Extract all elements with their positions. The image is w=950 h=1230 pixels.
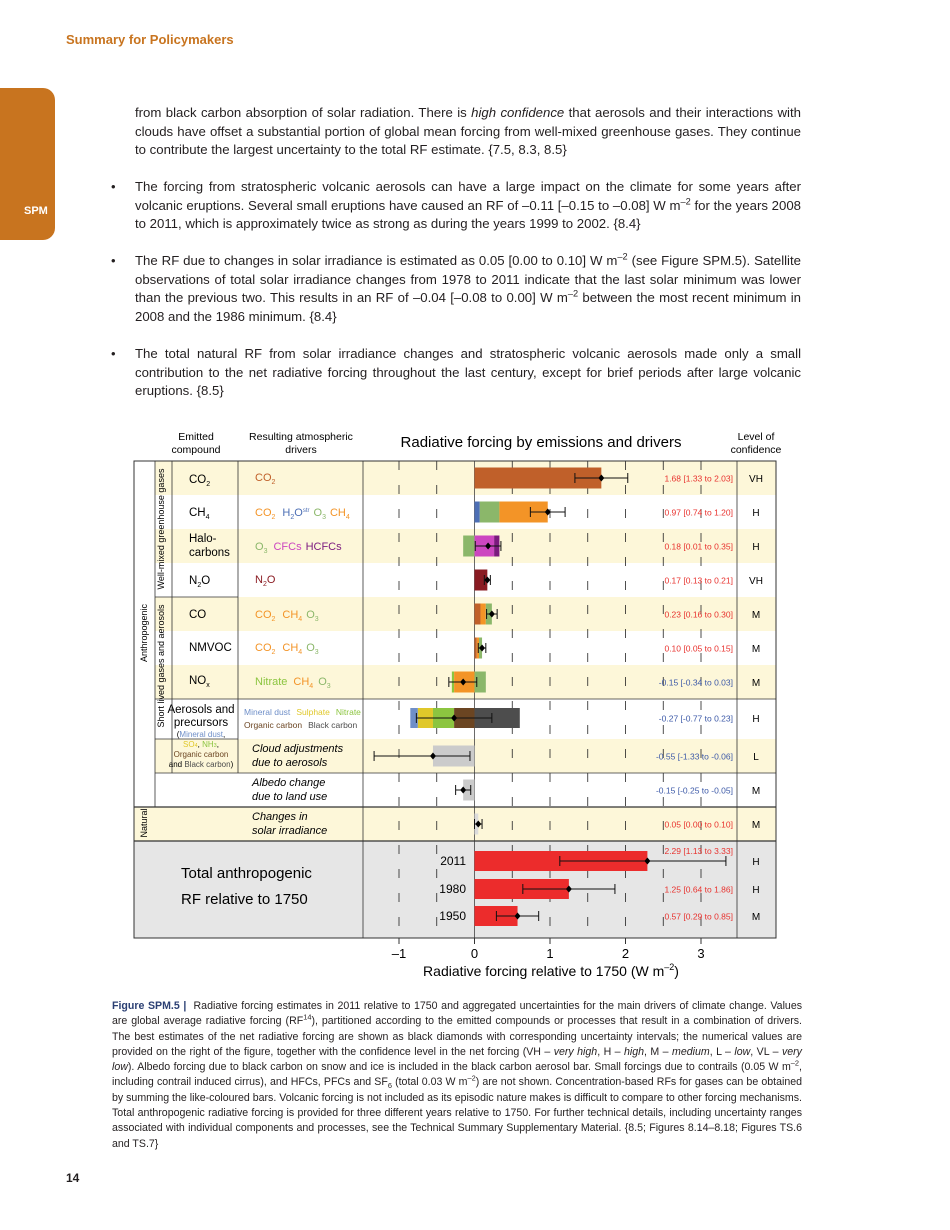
confidence-cloud: L <box>753 752 759 763</box>
paragraph-black-carbon: from black carbon absorption of solar radiation. There is high confidence that aerosols and their interactions with clouds have offset a substantial portion of global mean forcing from well-mixed greenhouse gases. They continue to contribute the largest uncertainty to the total RF estimate. {7.5, 8.3, 8.5} <box>135 105 801 157</box>
total-label-1: Total anthropogenic <box>181 865 312 882</box>
bar-nmvoc-co2 <box>475 638 477 659</box>
compound-nox: $NO_x$ <box>189 675 210 689</box>
value-solar: 0.05 [0.00 to 0.10] <box>664 819 733 830</box>
paragraph-volcanic: The forcing from stratospheric volcanic aerosols can have a large impact on the climate for some years after volcanic eruptions. Several small eruptions have caused an RF of –0.11 [–0.15 to –0.08] W $m^{-2}$ for the years 2008 to 2011, which is approximately twice as strong as during the years 1999 to 2002. {8.4} <box>135 179 801 231</box>
value-cloud: -0.55 [-1.33 to -0.06] <box>655 751 733 762</box>
confidence-n2o: VH <box>749 576 763 587</box>
total-label-2: RF relative to 1750 <box>181 891 308 908</box>
caption-label: Figure SPM.5 | <box>112 1000 187 1012</box>
value-nox: -0.15 [-0.34 to 0.03] <box>658 677 733 688</box>
driver-co: $CO_2$ $CH_4$ $O_3$ <box>255 609 319 623</box>
x-tick-label: 0 <box>470 946 479 961</box>
x-tick-label: 1 <box>546 946 554 961</box>
chart-title: Radiative forcing by emissions and drivers <box>400 434 682 451</box>
x-tick-label: –1 <box>391 946 407 961</box>
driver-solar-2: solar irradiance <box>252 825 328 837</box>
compound-ch4: $CH_4$ <box>189 507 210 521</box>
bar-halo-carbons-o3 <box>463 536 474 557</box>
compound-aerosols-3: (Mineral dust, <box>176 730 226 739</box>
total-value-2011: 2.29 [1.13 to 3.33] <box>664 846 733 856</box>
bar-co-ch4 <box>481 604 486 625</box>
bullet-marker: • <box>111 346 116 361</box>
total-year-1950: 1950 <box>439 909 466 923</box>
driver-solar-1: Changes in <box>252 811 308 823</box>
total-year-1980: 1980 <box>439 882 466 896</box>
total-value-1980: 1.25 [0.64 to 1.86] <box>664 884 733 895</box>
compound-aerosols-2: precursors <box>173 717 229 729</box>
group-natural: Natural <box>139 808 149 838</box>
driver-cloud-1: Cloud adjustments <box>252 743 344 755</box>
total-value-1950: 0.57 [0.29 to 0.85] <box>664 911 733 922</box>
value-ch4: 0.97 [0.74 to 1.20] <box>664 507 733 518</box>
confidence-nox: M <box>751 678 761 689</box>
compound-aerosols-1: Aerosols and <box>167 704 235 716</box>
compound-halocarbons-2: carbons <box>189 547 230 559</box>
header-emitted: Emitted <box>178 431 214 443</box>
confidence-aerosols: H <box>752 714 760 725</box>
side-tab-label: SPM <box>24 205 48 217</box>
driver-nox: Nitrate $CH_4$ $O_3$ <box>255 676 331 690</box>
paragraph-natural: The total natural RF from solar irradiance changes and stratospheric volcanic aerosols made only a small contribution to the net radiative forcing throughout the last century, except for brief periods after large volcanic eruptions. {8.5} <box>135 346 801 398</box>
value-co2: 1.68 [1.33 to 2.03] <box>664 473 733 484</box>
driver-halocarbons: $O_3$ CFCs HCFCs <box>255 541 342 555</box>
driver-albedo-2: due to land use <box>252 791 328 803</box>
driver-aerosols-1: Mineral dust Sulphate Nitrate <box>244 707 361 717</box>
header-level-of: Level of <box>737 431 775 443</box>
x-tick-label: 2 <box>621 946 630 961</box>
confidence-nmvoc: M <box>751 644 761 655</box>
compound-aerosols-4: SO4, NH3, <box>183 740 219 749</box>
driver-cloud-2: due to aerosols <box>252 757 328 769</box>
compound-halocarbons-1: Halo- <box>189 533 217 545</box>
value-nmvoc: 0.10 [0.05 to 0.15] <box>664 643 733 654</box>
x-tick-label: 3 <box>697 946 705 961</box>
confidence-albedo: M <box>751 786 761 797</box>
paragraph-solar: The RF due to changes in solar irradiance is estimated as 0.05 [0.00 to 0.10] W $m^{-2}$ (see Figure SPM.5). Satellite observations of total solar irradiance changes from 1978 to 2011 indicate that the last solar minimum was lower than the previous two. This results in an RF of –0.04 [–0.08 to 0.00] W $m^{-2}$ between the most recent minimum in 2008 and the 1986 minimum. {8.4} <box>135 251 801 324</box>
running-head: Summary for Policymakers <box>66 32 234 47</box>
value-co: 0.23 [0.16 to 0.30] <box>664 609 733 620</box>
driver-aerosols-2: Organic carbon Black carbon <box>244 720 358 730</box>
driver-co2: $CO_2$ <box>255 472 276 486</box>
total-confidence-1980: H <box>752 885 760 896</box>
header-drivers: drivers <box>285 444 317 456</box>
confidence-co: M <box>751 610 761 621</box>
compound-co: CO <box>189 609 207 621</box>
total-confidence-1950: M <box>751 912 761 923</box>
header-confidence: confidence <box>730 444 782 456</box>
value-halo-carbons: 0.18 [0.01 to 0.35] <box>664 541 733 552</box>
compound-n2o: $N_2O$ <box>189 575 211 589</box>
compound-co2: $CO_2$ <box>189 474 211 488</box>
group-slga: Short lived gases and aerosols <box>156 604 166 728</box>
x-axis-label: Radiative forcing relative to 1750 (W $m^{-2}$) <box>423 962 679 979</box>
bullet-marker: • <box>111 179 116 194</box>
compound-nmvoc: NMVOC <box>189 642 232 654</box>
figure-caption: Figure SPM.5 | Radiative forcing estimates in 2011 relative to 1750 and aggregated uncertainties for the main drivers of climate change. Values are global average radiative forcing (RF$^{14}$), partitioned according to the emitted compounds or processes that result in a combination of drivers. The best estimates of the net radiative forcing are shown as black diamonds with corresponding uncertainty intervals; the numerical values are provided on the right of the figure, together with the confidence level in the net forcing (VH – very high, H – high, M – medium, L – low, VL – very low). Albedo forcing due to black carbon on snow and ice is included in the black carbon aerosol bar. Small forcings due to contrails (0.05 W $m^{-2}$, including contrail induced cirrus), and HFCs, PFCs and $SF_6$ (total 0.03 W $m^{-2}$) are not shown. Concentration-based RFs for gases can be obtained by summing the like-coloured bars. Volcanic forcing is not included as its episodic nature makes is difficult to compare to other forcing mechanisms. Total anthropogenic radiative forcing is provided for three different years relative to 1750. For further technical details, including uncertainty ranges associated with individual components and processes, see the Technical Summary Supplementary Material. {8.5; Figures 8.14–8.18; Figures TS.6 and TS.7} <box>112 1000 803 1150</box>
driver-nmvoc: $CO_2$ $CH_4$ $O_3$ <box>255 642 319 656</box>
confidence-ch4: H <box>752 508 760 519</box>
header-resulting: Resulting atmospheric <box>249 431 353 443</box>
driver-ch4: $CO_2$ $H_2O^{str}$ $O_3$ $CH_4$ <box>255 507 350 521</box>
total-year-2011: 2011 <box>440 854 466 868</box>
bar-co-co2 <box>475 604 481 625</box>
header-compound: compound <box>171 444 221 456</box>
page-number: 14 <box>66 1171 80 1185</box>
confidence-solar: M <box>751 820 761 831</box>
value-aerosols: -0.27 [-0.77 to 0.23] <box>658 713 733 724</box>
group-anthropogenic: Anthropogenic <box>139 603 149 663</box>
bar-ch4-o3 <box>480 502 500 523</box>
group-wmghg: Well-mixed greenhouse gases <box>156 468 166 590</box>
compound-aerosols-5: Organic carbon <box>173 750 229 759</box>
driver-albedo-1: Albedo change <box>252 777 326 789</box>
total-confidence-2011: H <box>752 857 760 868</box>
bar-ch4-h2ostr <box>475 502 480 523</box>
bullet-marker: • <box>111 253 116 268</box>
value-n2o: 0.17 [0.13 to 0.21] <box>664 575 733 586</box>
value-albedo: -0.15 [-0.25 to -0.05] <box>655 785 733 796</box>
compound-aerosols-6: and Black carbon) <box>168 760 234 769</box>
confidence-co2: VH <box>749 474 763 485</box>
driver-n2o: $N_2O$ <box>255 574 276 588</box>
confidence-halo-carbons: H <box>752 542 760 553</box>
